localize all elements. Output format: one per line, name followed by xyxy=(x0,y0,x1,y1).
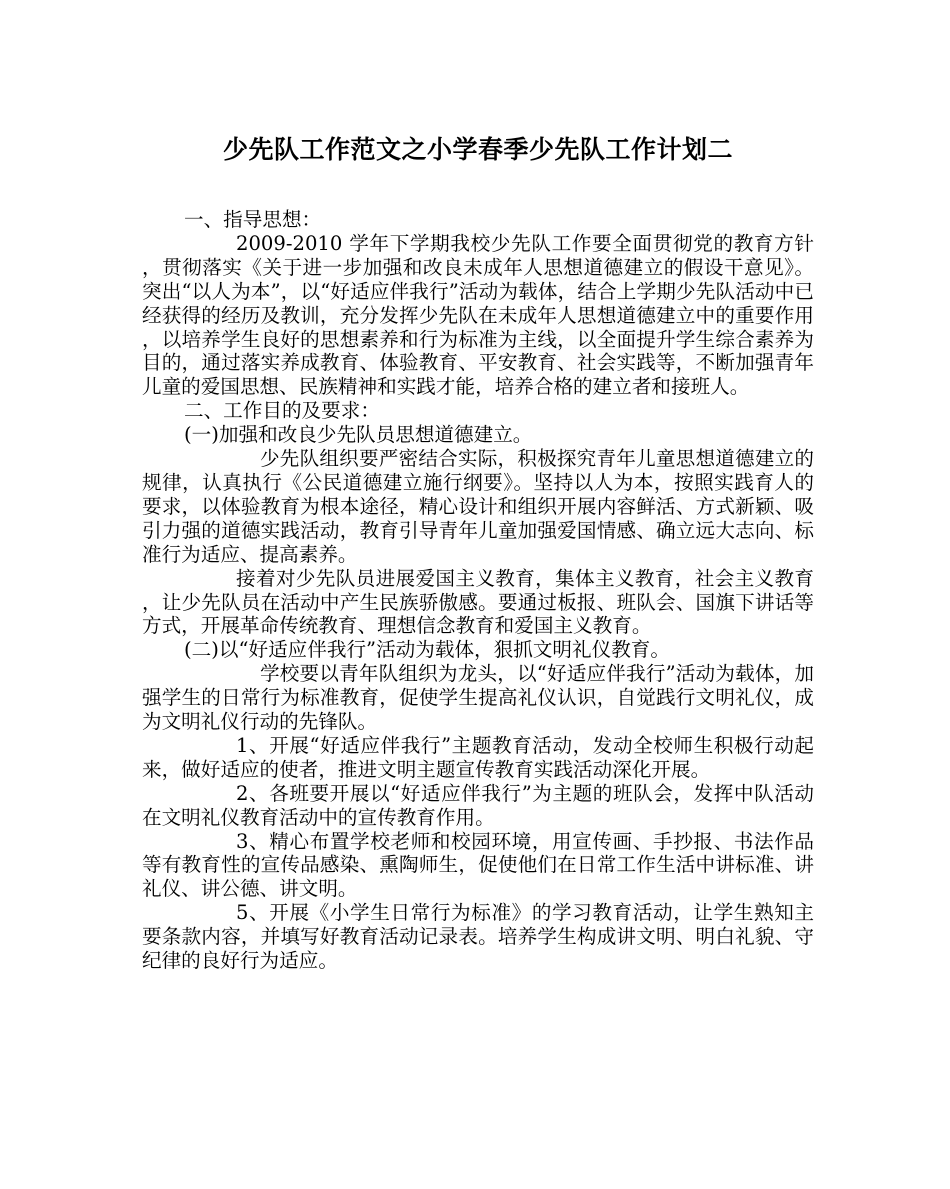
list-item: 1、开展“好适应伴我行”主题教育活动，发动全校师生积极行动起来，做好适应的使者，推进文明主题宣传教育实践活动深化开展。 xyxy=(142,733,814,781)
document-title: 少先队工作范文之小学春季少先队工作计划二 xyxy=(222,135,733,164)
list-item: 3、精心布置学校老师和校园环境，用宣传画、手抄报、书法作品等有教育性的宣传品感染、熏陶师生，促使他们在日常工作生活中讲标准、讲礼仪、讲公德、讲文明。 xyxy=(142,829,814,901)
subsection-heading: (二)以“好适应伴我行”活动为载体，狠抓文明礼仪教育。 xyxy=(184,638,670,662)
paragraph: 2009-2010 学年下学期我校少先队工作要全面贯彻党的教育方针，贯彻落实《关于进一步加强和改良未成年人思想道德建立的假设干意见》。突出“以人为本”，以“好适应伴我行”活动为载体，结合上学期少先队活动中已经获得的经历及教训，充分发挥少先队在未成年人思想道德建立中的重要作用，以培养学生良好的思想素养和行为标准为主线，以全面提升学生综合素养为目的，通过落实养成教育、体验教育、平安教育、社会实践等，不断加强青年儿童的爱国思想、民族精神和实践才能，培养合格的建立者和接班人。 xyxy=(142,231,814,399)
list-item: 5、开展《小学生日常行为标准》的学习教育活动，让学生熟知主要条款内容，并填写好教育活动记录表。培养学生构成讲文明、明白礼貌、守纪律的良好行为适应。 xyxy=(142,901,814,973)
paragraph: 少先队组织要严密结合实际，积极探究青年儿童思想道德建立的规律，认真执行《公民道德建立施行纲要》。坚持以人为本，按照实践育人的要求，以体验教育为根本途径，精心设计和组织开展内容鲜活、方式新颖、吸引力强的道德实践活动，教育引导青年儿童加强爱国情感、确立远大志向、标准行为适应、提高素养。 xyxy=(142,447,814,566)
subsection-heading: (一)加强和改良少先队员思想道德建立。 xyxy=(184,423,533,447)
list-item: 2、各班要开展以“好适应伴我行”为主题的班队会，发挥中队活动在文明礼仪教育活动中的宣传教育作用。 xyxy=(142,781,814,829)
paragraph: 学校要以青年队组织为龙头，以“好适应伴我行”活动为载体，加强学生的日常行为标准教育，促使学生提高礼仪认识，自觉践行文明礼仪，成为文明礼仪行动的先锋队。 xyxy=(142,662,814,734)
document-body xyxy=(142,208,814,973)
section-heading: 二、工作目的及要求： xyxy=(184,399,380,423)
paragraph: 接着对少先队员进展爱国主义教育，集体主义教育，社会主义教育，让少先队员在活动中产生民族骄傲感。要通过板报、班队会、国旗下讲话等方式，开展革命传统教育、理想信念教育和爱国主义教育。 xyxy=(142,566,814,638)
section-heading: 一、指导思想： xyxy=(184,208,322,231)
